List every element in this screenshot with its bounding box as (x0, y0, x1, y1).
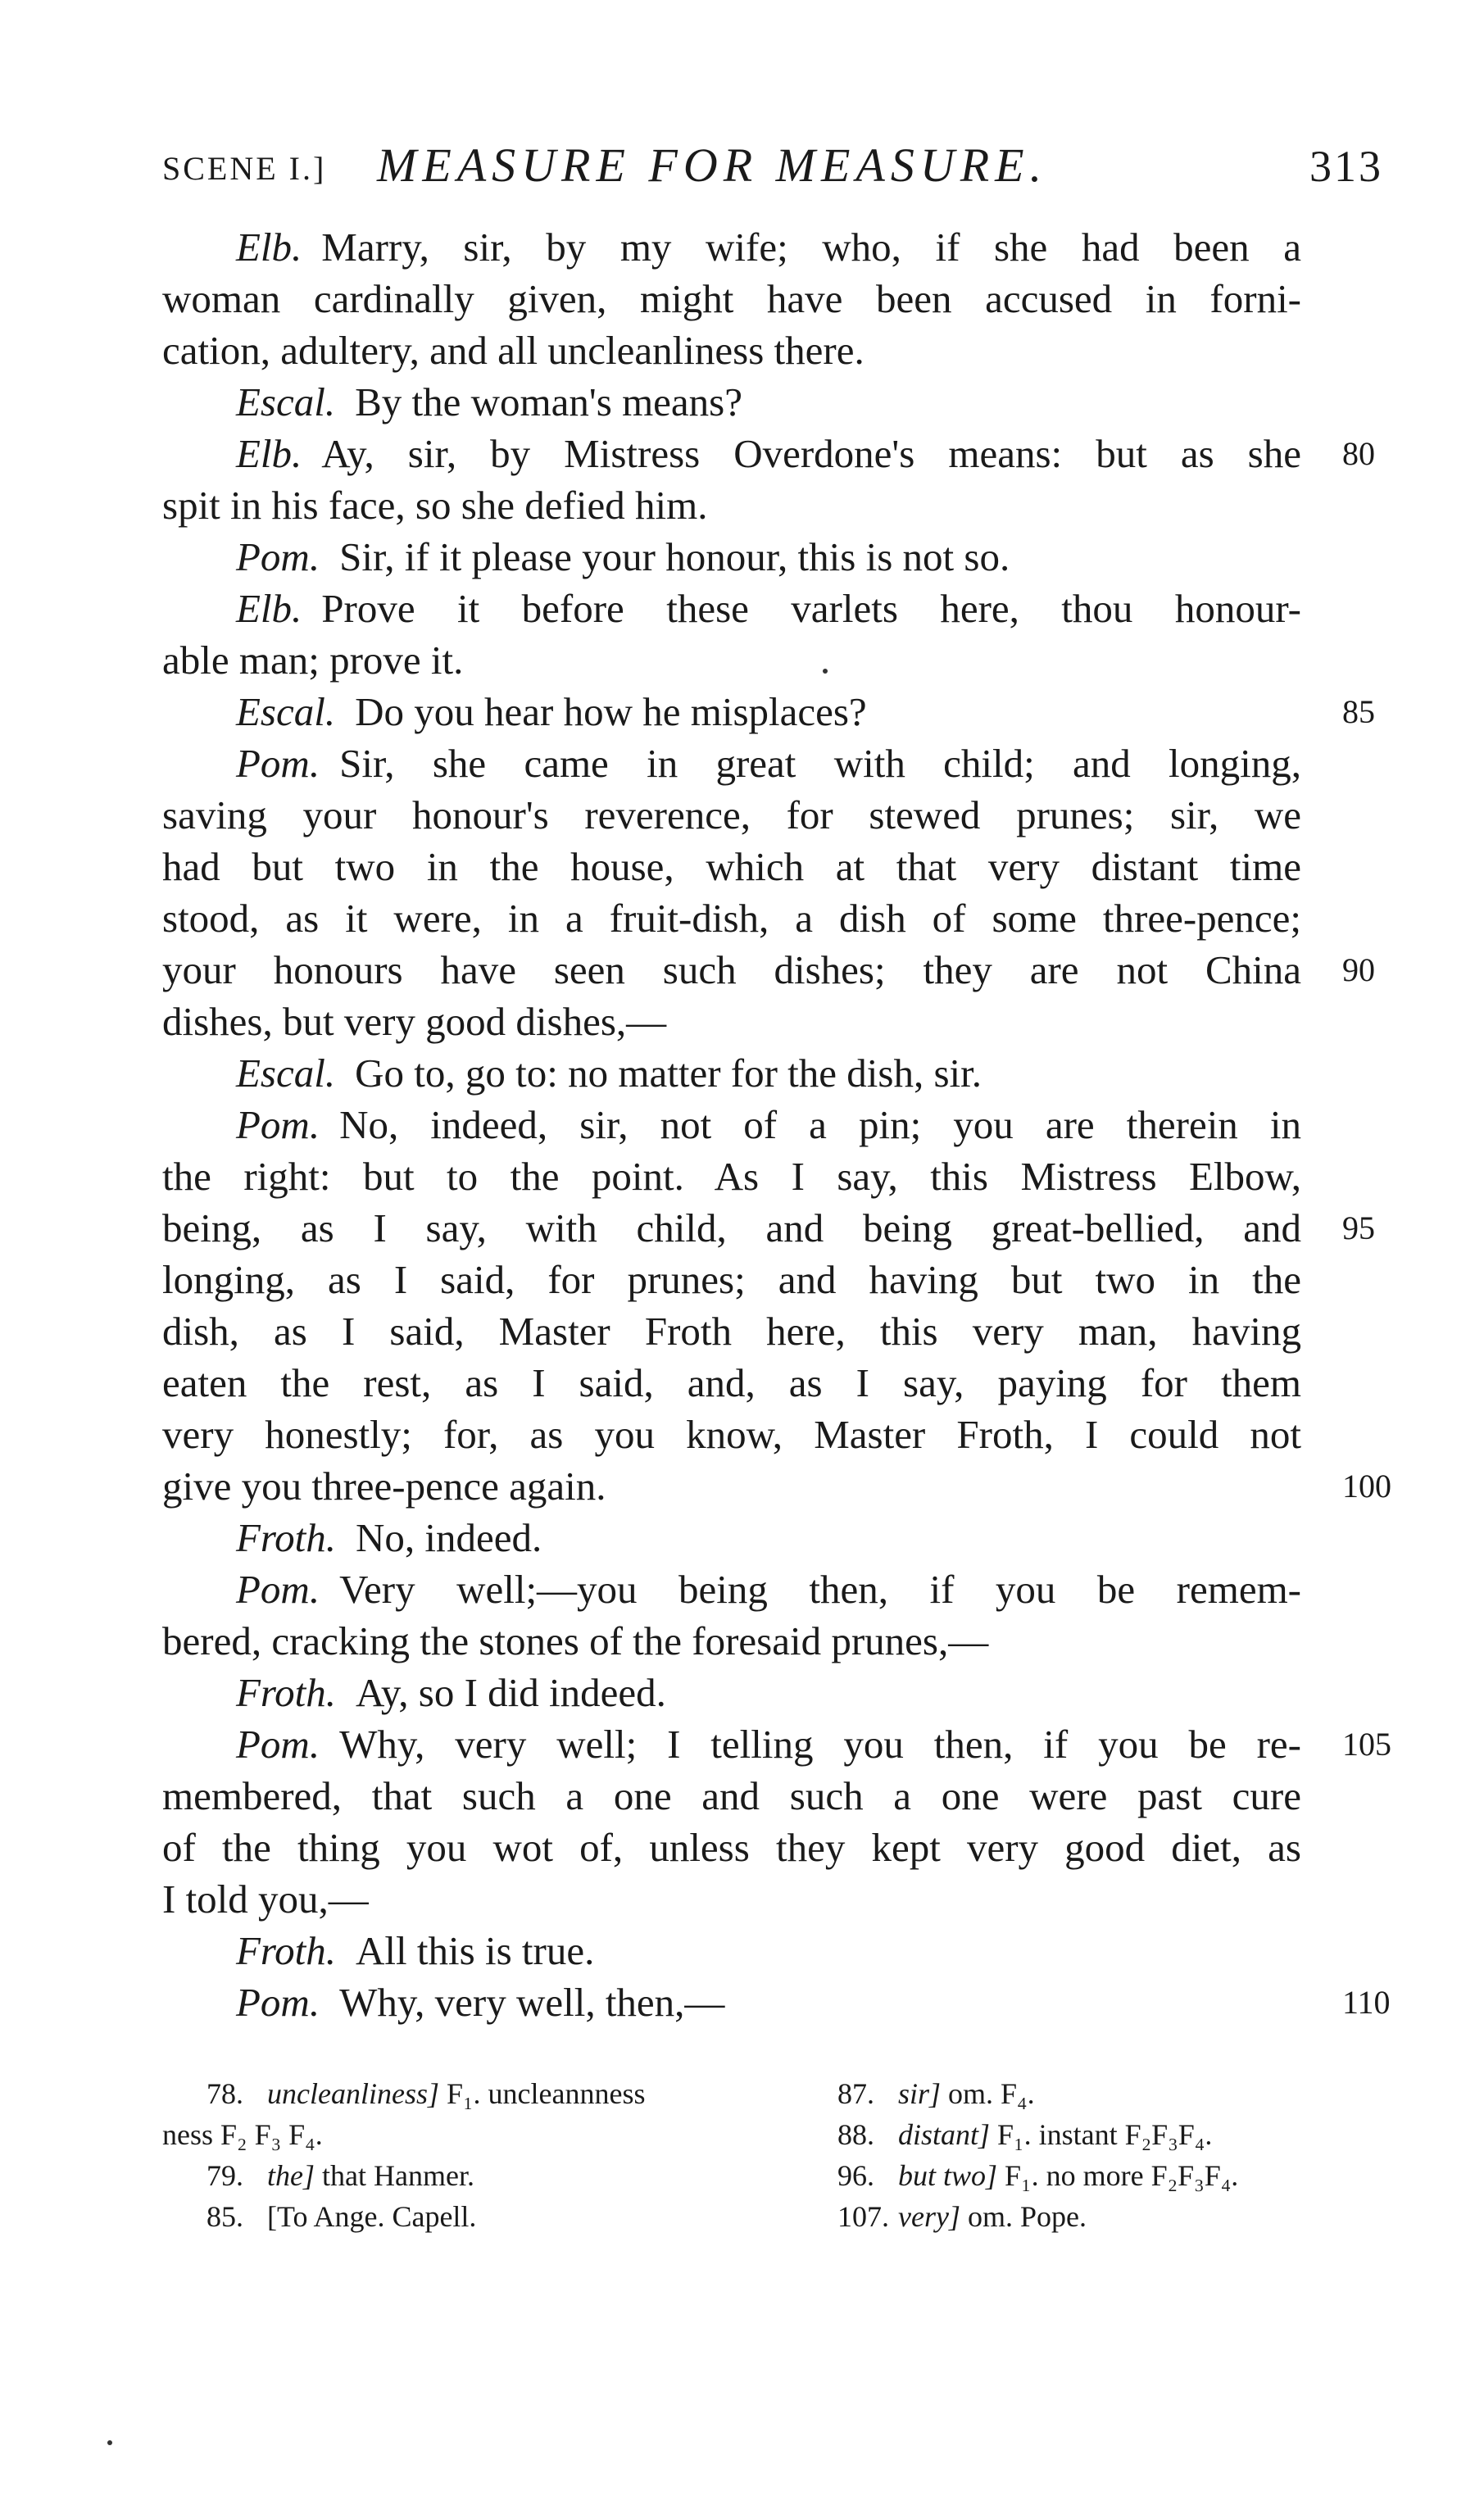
footnote (793, 2073, 1383, 2114)
line-number: 95 (1342, 1209, 1375, 1246)
text-line (162, 1563, 1301, 1615)
line-number: 110 (1342, 1984, 1391, 2021)
text-line (162, 1512, 1301, 1563)
line-text: longing, as I said, for prunes; and having but two in the (162, 1257, 1301, 1302)
footnote-number: 85. (206, 2200, 243, 2233)
text-line (162, 531, 1301, 583)
play-text (162, 221, 1391, 2028)
text-line (162, 1667, 1301, 1718)
footnote-text: ness F₂ F₃ F₄. (162, 2118, 323, 2151)
line-text: Marry, sir, by my wife; who, if she had been a (321, 225, 1301, 270)
line-text: Ay, so I did indeed. (356, 1670, 666, 1715)
text-line (162, 634, 1301, 686)
page-number: 313 (1309, 142, 1383, 191)
footnote-text: F₁. no more F₂F₃F₄. (1005, 2159, 1239, 2192)
speaker-name: Escal. (236, 689, 336, 734)
footnotes-right-column (793, 2073, 1383, 2237)
footnotes-left-column (162, 2073, 719, 2237)
line-text: dishes, but very good dishes,— (162, 999, 667, 1044)
text-line (162, 273, 1301, 324)
speaker-name: Pom. (236, 1567, 320, 1612)
line-text: Sir, she came in great with child; and longing, (339, 741, 1301, 786)
line-number: 100 (1342, 1468, 1391, 1504)
text-line (162, 1357, 1301, 1409)
line-text: cation, adultery, and all uncleanliness there. (162, 328, 865, 373)
footnote-reference: but two] (898, 2159, 998, 2192)
text-line (162, 892, 1301, 944)
footnote-number: 88. (837, 2118, 874, 2151)
line-text: woman cardinally given, might have been accused in forni- (162, 276, 1301, 321)
speaker-name: Escal. (236, 1051, 336, 1096)
line-text: Prove it before these varlets here, thou honour- (321, 586, 1301, 631)
text-line (162, 1460, 1391, 1512)
speaker-name: Elb. (236, 586, 302, 631)
text-line (162, 1305, 1301, 1357)
footnote (793, 2196, 1383, 2237)
text-line (162, 1047, 1301, 1099)
text-line (162, 841, 1301, 892)
text-line (162, 1615, 1301, 1667)
footnote (162, 2114, 719, 2155)
footnote-reference: the] (267, 2159, 315, 2192)
speaker-name: Pom. (236, 1102, 320, 1147)
line-text: Very well;—you being then, if you be remem- (339, 1567, 1301, 1612)
line-number: 80 (1342, 435, 1375, 472)
line-text: the right: but to the point. As I say, this Mistress Elbow, (162, 1154, 1301, 1199)
text-line (162, 737, 1301, 789)
line-text: I told you,— (162, 1876, 369, 1922)
text-line (162, 479, 1301, 531)
line-text: saving your honour's reverence, for stewed prunes; sir, we (162, 792, 1301, 837)
speaker-name: Froth. (236, 1670, 337, 1715)
text-line (162, 583, 1301, 634)
line-text: very honestly; for, as you know, Master Froth, I could not (162, 1412, 1301, 1457)
line-text: your honours have seen such dishes; they are not China (162, 947, 1301, 992)
speaker-name: Pom. (236, 534, 320, 579)
line-text: give you three-pence again. (162, 1464, 606, 1509)
play-title: MEASURE FOR MEASURE. (377, 138, 1048, 192)
line-text: Ay, sir, by Mistress Overdone's means: but as she (321, 431, 1301, 476)
footnote-text: F₁. uncleannness (446, 2077, 646, 2110)
text-line (162, 376, 1301, 428)
footnote-number: 96. (837, 2159, 874, 2192)
speaker-name: Escal. (236, 379, 336, 424)
footnote-reference: distant] (898, 2118, 991, 2151)
line-text: No, indeed, sir, not of a pin; you are therein in (339, 1102, 1301, 1147)
footnote-reference: sir] (898, 2077, 942, 2110)
line-text: All this is true. (356, 1928, 595, 1973)
text-line (162, 428, 1375, 479)
footnote-number: 78. (206, 2077, 243, 2110)
footnote-number: 107. (837, 2200, 889, 2233)
scene-label: SCENE I.] (162, 150, 327, 187)
footnote (162, 2196, 719, 2237)
footnote (162, 2155, 719, 2196)
line-text: Sir, if it please your honour, this is not so. (339, 534, 1010, 579)
line-text: eaten the rest, as I said, and, as I say, paying for them (162, 1360, 1301, 1405)
running-header (162, 138, 1383, 203)
footnote-reference: uncleanliness] (267, 2077, 439, 2110)
footnote (162, 2073, 719, 2114)
print-speck (107, 2440, 112, 2445)
text-line (162, 1254, 1301, 1305)
line-text: Why, very well, then,— (339, 1980, 725, 2025)
line-number: 85 (1342, 693, 1375, 730)
print-speck (823, 669, 828, 674)
footnote-text: that Hanmer. (322, 2159, 474, 2192)
text-line (162, 1925, 1301, 1976)
line-text: able man; prove it. (162, 638, 464, 683)
line-number: 105 (1342, 1726, 1391, 1763)
speaker-name: Pom. (236, 741, 320, 786)
line-text: membered, that such a one and such a one were past cure (162, 1773, 1301, 1818)
text-line (162, 944, 1375, 996)
speaker-name: Pom. (236, 1722, 320, 1767)
footnote-text: [To Ange. Capell. (267, 2200, 477, 2233)
line-text: of the thing you wot of, unless they kept very good diet, as (162, 1825, 1301, 1870)
line-text: Go to, go to: no matter for the dish, sir. (355, 1051, 982, 1096)
footnote-number: 79. (206, 2159, 243, 2192)
text-line (162, 1202, 1375, 1254)
line-text: Why, very well; I telling you then, if you be re- (339, 1722, 1301, 1767)
line-text: Do you hear how he misplaces? (355, 689, 867, 734)
text-line (162, 1873, 1301, 1925)
speaker-name: Elb. (236, 431, 302, 476)
line-text: By the woman's means? (355, 379, 742, 424)
text-line (162, 1150, 1301, 1202)
footnote (793, 2155, 1383, 2196)
text-line (162, 1770, 1301, 1822)
speaker-name: Elb. (236, 225, 302, 270)
text-line (162, 324, 1301, 376)
text-line (162, 221, 1301, 273)
line-text: No, indeed. (356, 1515, 542, 1560)
line-text: dish, as I said, Master Froth here, this very man, having (162, 1309, 1301, 1354)
line-text: spit in his face, so she defied him. (162, 483, 708, 528)
text-line (162, 1976, 1391, 2028)
speaker-name: Froth. (236, 1928, 337, 1973)
footnote-text: om. F₄. (948, 2077, 1035, 2110)
line-text: bered, cracking the stones of the foresaid prunes,— (162, 1618, 989, 1663)
footnote-reference: very] (898, 2200, 960, 2233)
text-line (162, 686, 1375, 737)
speaker-name: Pom. (236, 1980, 320, 2025)
text-line (162, 789, 1301, 841)
text-line (162, 1718, 1391, 1770)
text-line (162, 1822, 1301, 1873)
text-line (162, 996, 1301, 1047)
line-text: stood, as it were, in a fruit-dish, a dish of some three-pence; (162, 896, 1301, 941)
footnote-text: F₁. instant F₂F₃F₄. (997, 2118, 1213, 2151)
text-line (162, 1099, 1301, 1150)
speaker-name: Froth. (236, 1515, 337, 1560)
text-line (162, 1409, 1301, 1460)
footnote (793, 2114, 1383, 2155)
line-text: had but two in the house, which at that very distant time (162, 844, 1301, 889)
footnote-number: 87. (837, 2077, 874, 2110)
line-text: being, as I say, with child, and being great-bellied, and (162, 1205, 1301, 1250)
line-number: 90 (1342, 951, 1375, 988)
footnote-text: om. Pope. (967, 2200, 1087, 2233)
